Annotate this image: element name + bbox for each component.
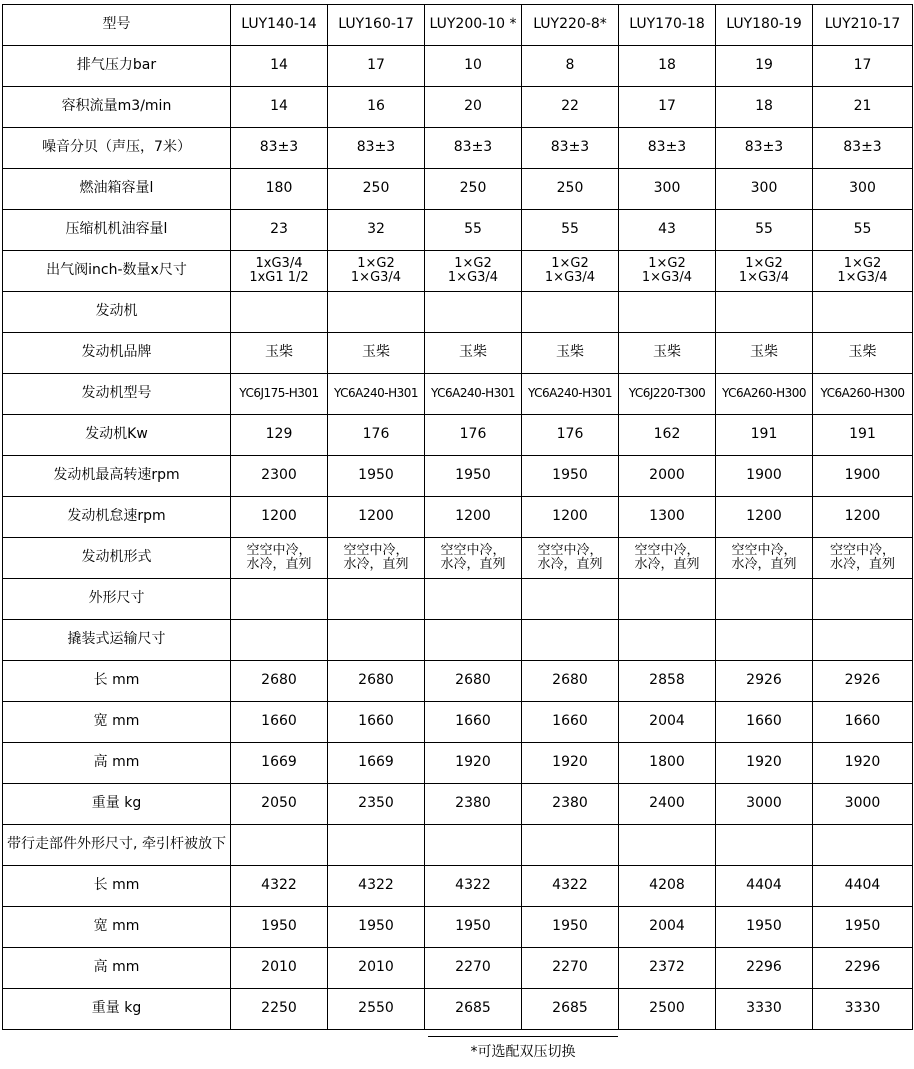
row-label: 发动机Kw bbox=[3, 415, 231, 456]
cell-value bbox=[328, 538, 425, 579]
cell-value: 1950 bbox=[425, 907, 522, 948]
cell-value bbox=[231, 620, 328, 661]
cell-value: 2350 bbox=[328, 784, 425, 825]
cell-value: 玉柴 bbox=[522, 333, 619, 374]
table-row bbox=[3, 456, 913, 497]
cell-value: 玉柴 bbox=[231, 333, 328, 374]
row-label: 发动机 bbox=[3, 292, 231, 333]
cell-value: YC6A240-H301 bbox=[328, 374, 425, 415]
cell-value: 55 bbox=[813, 210, 913, 251]
cell-line: 1xG1 1/2 bbox=[249, 270, 309, 285]
cell-value: 1200 bbox=[425, 497, 522, 538]
cell-value: 2300 bbox=[231, 456, 328, 497]
cell-value bbox=[813, 292, 913, 333]
cell-value bbox=[231, 825, 328, 866]
table-row bbox=[3, 497, 913, 538]
cell-value: 2000 bbox=[619, 456, 716, 497]
cell-value: 2926 bbox=[716, 661, 813, 702]
row-label: 重量 kg bbox=[3, 784, 231, 825]
cell-value bbox=[328, 579, 425, 620]
cell-value: YC6J220-T300 bbox=[619, 374, 716, 415]
cell-line: 1×G2 bbox=[843, 256, 882, 272]
cell-value: 1950 bbox=[231, 907, 328, 948]
cell-value: 1660 bbox=[231, 702, 328, 743]
header-row bbox=[3, 5, 913, 46]
table-row bbox=[3, 169, 913, 210]
cell-value: 18 bbox=[619, 46, 716, 87]
cell-value: 2050 bbox=[231, 784, 328, 825]
row-label: 高 mm bbox=[3, 743, 231, 784]
cell-value bbox=[619, 620, 716, 661]
model-name: LUY220-8* bbox=[522, 5, 619, 46]
table-row bbox=[3, 87, 913, 128]
cell-value bbox=[522, 251, 619, 292]
row-label: 出气阀inch-数量x尺寸 bbox=[3, 251, 231, 292]
row-label: 宽 mm bbox=[3, 702, 231, 743]
row-label: 容积流量m3/min bbox=[3, 87, 231, 128]
cell-value: 55 bbox=[425, 210, 522, 251]
row-label: 排气压力bar bbox=[3, 46, 231, 87]
cell-value bbox=[231, 251, 328, 292]
row-label: 压缩机机油容量l bbox=[3, 210, 231, 251]
cell-value: 1900 bbox=[716, 456, 813, 497]
cell-value: 22 bbox=[522, 87, 619, 128]
cell-value: 20 bbox=[425, 87, 522, 128]
cell-value: 1920 bbox=[425, 743, 522, 784]
cell-line: 水冷，直列 bbox=[634, 557, 700, 572]
cell-line: 空空中冷， bbox=[246, 543, 312, 559]
cell-value bbox=[328, 620, 425, 661]
cell-value: 2250 bbox=[231, 989, 328, 1030]
row-label: 燃油箱容量l bbox=[3, 169, 231, 210]
cell-value: 1950 bbox=[522, 907, 619, 948]
table-row bbox=[3, 579, 913, 620]
cell-value: 1200 bbox=[231, 497, 328, 538]
cell-value bbox=[425, 538, 522, 579]
model-name: LUY160-17 bbox=[328, 5, 425, 46]
cell-line: 1×G3/4 bbox=[544, 270, 596, 285]
cell-value: 300 bbox=[619, 169, 716, 210]
cell-line: 1×G3/4 bbox=[641, 270, 693, 285]
cell-value bbox=[619, 538, 716, 579]
row-label: 长 mm bbox=[3, 866, 231, 907]
cell-value: 2270 bbox=[522, 948, 619, 989]
cell-value: 2296 bbox=[813, 948, 913, 989]
row-label: 噪音分贝（声压，7米） bbox=[3, 128, 231, 169]
cell-value: 2680 bbox=[231, 661, 328, 702]
cell-value bbox=[231, 538, 328, 579]
cell-value bbox=[619, 825, 716, 866]
cell-value: 162 bbox=[619, 415, 716, 456]
table-row bbox=[3, 292, 913, 333]
cell-value: 4322 bbox=[231, 866, 328, 907]
cell-value: 83±3 bbox=[813, 128, 913, 169]
cell-value: 10 bbox=[425, 46, 522, 87]
cell-value: 129 bbox=[231, 415, 328, 456]
cell-line: 1×G2 bbox=[454, 256, 492, 272]
cell-value: 2680 bbox=[522, 661, 619, 702]
cell-value: 1800 bbox=[619, 743, 716, 784]
cell-value: 14 bbox=[231, 87, 328, 128]
row-label: 带行走部件外形尺寸, 牵引杆被放下 bbox=[3, 825, 231, 866]
cell-value: 83±3 bbox=[619, 128, 716, 169]
cell-value: 19 bbox=[716, 46, 813, 87]
cell-value bbox=[328, 251, 425, 292]
cell-value bbox=[231, 579, 328, 620]
cell-value bbox=[328, 292, 425, 333]
cell-value bbox=[813, 538, 913, 579]
cell-value: 4322 bbox=[328, 866, 425, 907]
cell-value: 3330 bbox=[813, 989, 913, 1030]
cell-value: 1669 bbox=[231, 743, 328, 784]
cell-value: 191 bbox=[716, 415, 813, 456]
cell-value: 1950 bbox=[328, 456, 425, 497]
cell-value bbox=[716, 579, 813, 620]
cell-value bbox=[716, 292, 813, 333]
header-label: 型号 bbox=[3, 5, 231, 46]
cell-value bbox=[619, 579, 716, 620]
cell-value: 16 bbox=[328, 87, 425, 128]
cell-line: 空空中冷， bbox=[731, 543, 797, 559]
row-label: 外形尺寸 bbox=[3, 579, 231, 620]
cell-value: 2270 bbox=[425, 948, 522, 989]
cell-value: 1200 bbox=[522, 497, 619, 538]
cell-value: 2858 bbox=[619, 661, 716, 702]
cell-value: 8 bbox=[522, 46, 619, 87]
cell-line: 1×G2 bbox=[648, 256, 686, 272]
row-label: 发动机型号 bbox=[3, 374, 231, 415]
cell-value: 2685 bbox=[425, 989, 522, 1030]
cell-value: 1920 bbox=[522, 743, 619, 784]
cell-value: 21 bbox=[813, 87, 913, 128]
table-row bbox=[3, 374, 913, 415]
cell-value: 2004 bbox=[619, 702, 716, 743]
cell-value: 2380 bbox=[425, 784, 522, 825]
cell-value bbox=[619, 292, 716, 333]
cell-value: 1660 bbox=[522, 702, 619, 743]
table-row bbox=[3, 989, 913, 1030]
table-row bbox=[3, 415, 913, 456]
cell-value: 1660 bbox=[716, 702, 813, 743]
cell-value: 1950 bbox=[425, 456, 522, 497]
cell-value: 83±3 bbox=[328, 128, 425, 169]
model-name: LUY170-18 bbox=[619, 5, 716, 46]
cell-line: 1×G3/4 bbox=[837, 270, 888, 285]
cell-value: 55 bbox=[522, 210, 619, 251]
cell-value: 4322 bbox=[425, 866, 522, 907]
cell-value: 55 bbox=[716, 210, 813, 251]
table-row bbox=[3, 128, 913, 169]
row-label: 发动机最高转速rpm bbox=[3, 456, 231, 497]
cell-value bbox=[425, 251, 522, 292]
cell-line: 水冷，直列 bbox=[731, 557, 797, 572]
cell-value: 1300 bbox=[619, 497, 716, 538]
cell-value: 1900 bbox=[813, 456, 913, 497]
row-label: 重量 kg bbox=[3, 989, 231, 1030]
row-label: 长 mm bbox=[3, 661, 231, 702]
cell-value: 3000 bbox=[813, 784, 913, 825]
cell-value: 2680 bbox=[328, 661, 425, 702]
cell-value: 250 bbox=[328, 169, 425, 210]
cell-line: 1×G2 bbox=[745, 256, 783, 272]
cell-line: 空空中冷， bbox=[634, 543, 700, 559]
cell-value: 1950 bbox=[522, 456, 619, 497]
cell-value bbox=[425, 620, 522, 661]
cell-value: 1200 bbox=[716, 497, 813, 538]
cell-value bbox=[522, 292, 619, 333]
cell-value: 4404 bbox=[813, 866, 913, 907]
row-label: 发动机怠速rpm bbox=[3, 497, 231, 538]
cell-value: 83±3 bbox=[716, 128, 813, 169]
cell-value: 2550 bbox=[328, 989, 425, 1030]
cell-line: 1xG3/4 bbox=[255, 256, 303, 272]
cell-value: 83±3 bbox=[231, 128, 328, 169]
cell-value: 250 bbox=[425, 169, 522, 210]
cell-value: 2296 bbox=[716, 948, 813, 989]
spec-table-body bbox=[3, 5, 913, 1030]
cell-value: 3000 bbox=[716, 784, 813, 825]
cell-value: 176 bbox=[522, 415, 619, 456]
table-row bbox=[3, 46, 913, 87]
cell-value bbox=[813, 825, 913, 866]
cell-value: 250 bbox=[522, 169, 619, 210]
cell-value: 2685 bbox=[522, 989, 619, 1030]
cell-line: 1×G3/4 bbox=[738, 270, 790, 285]
cell-value: 玉柴 bbox=[425, 333, 522, 374]
cell-value: 玉柴 bbox=[328, 333, 425, 374]
model-name: LUY200-10 * bbox=[425, 5, 522, 46]
cell-value: 300 bbox=[716, 169, 813, 210]
row-label: 撬装式运输尺寸 bbox=[3, 620, 231, 661]
model-name: LUY140-14 bbox=[231, 5, 328, 46]
cell-value: 2010 bbox=[328, 948, 425, 989]
cell-line: 空空中冷， bbox=[440, 543, 506, 559]
table-row bbox=[3, 702, 913, 743]
cell-value: 2680 bbox=[425, 661, 522, 702]
cell-line: 1×G2 bbox=[551, 256, 589, 272]
cell-value: 176 bbox=[425, 415, 522, 456]
cell-value: 3330 bbox=[716, 989, 813, 1030]
cell-value: 4404 bbox=[716, 866, 813, 907]
cell-value bbox=[716, 538, 813, 579]
cell-value bbox=[522, 620, 619, 661]
table-row bbox=[3, 825, 913, 866]
cell-value: YC6A260-H300 bbox=[716, 374, 813, 415]
cell-value: 17 bbox=[619, 87, 716, 128]
cell-value: 2400 bbox=[619, 784, 716, 825]
cell-value bbox=[813, 579, 913, 620]
cell-value: 1920 bbox=[716, 743, 813, 784]
cell-value: 2010 bbox=[231, 948, 328, 989]
cell-value: 1660 bbox=[425, 702, 522, 743]
cell-value: 2926 bbox=[813, 661, 913, 702]
cell-line: 水冷，直列 bbox=[246, 557, 312, 572]
cell-value: 2004 bbox=[619, 907, 716, 948]
cell-value: YC6A240-H301 bbox=[522, 374, 619, 415]
cell-line: 1×G3/4 bbox=[350, 270, 402, 285]
cell-value bbox=[716, 251, 813, 292]
cell-value: 18 bbox=[716, 87, 813, 128]
cell-line: 1×G3/4 bbox=[447, 270, 499, 285]
row-label: 宽 mm bbox=[3, 907, 231, 948]
cell-value: 1950 bbox=[813, 907, 913, 948]
cell-value bbox=[328, 825, 425, 866]
cell-value bbox=[619, 251, 716, 292]
table-row bbox=[3, 866, 913, 907]
cell-line: 空空中冷， bbox=[537, 543, 603, 559]
model-name: LUY210-17 bbox=[813, 5, 913, 46]
cell-value: 玉柴 bbox=[619, 333, 716, 374]
cell-value: 1950 bbox=[716, 907, 813, 948]
cell-value bbox=[231, 292, 328, 333]
cell-value: 17 bbox=[813, 46, 913, 87]
cell-value: YC6A240-H301 bbox=[425, 374, 522, 415]
cell-value: 1920 bbox=[813, 743, 913, 784]
table-row bbox=[3, 743, 913, 784]
cell-value bbox=[522, 579, 619, 620]
cell-value: 1660 bbox=[328, 702, 425, 743]
cell-value: 14 bbox=[231, 46, 328, 87]
cell-value: 1660 bbox=[813, 702, 913, 743]
cell-line: 水冷，直列 bbox=[829, 557, 895, 572]
cell-value: 4208 bbox=[619, 866, 716, 907]
cell-value: 176 bbox=[328, 415, 425, 456]
cell-line: 水冷，直列 bbox=[537, 557, 603, 572]
cell-value bbox=[522, 825, 619, 866]
cell-value bbox=[813, 251, 913, 292]
cell-value: 180 bbox=[231, 169, 328, 210]
cell-value bbox=[425, 292, 522, 333]
row-label: 发动机形式 bbox=[3, 538, 231, 579]
cell-value: 23 bbox=[231, 210, 328, 251]
row-label: 发动机品牌 bbox=[3, 333, 231, 374]
cell-value: 43 bbox=[619, 210, 716, 251]
cell-value: 83±3 bbox=[522, 128, 619, 169]
table-row bbox=[3, 538, 913, 579]
cell-value: YC6A260-H300 bbox=[813, 374, 913, 415]
cell-value: 17 bbox=[328, 46, 425, 87]
cell-value bbox=[522, 538, 619, 579]
cell-value: 2500 bbox=[619, 989, 716, 1030]
cell-line: 空空中冷， bbox=[343, 543, 409, 559]
cell-value bbox=[716, 825, 813, 866]
table-row bbox=[3, 661, 913, 702]
cell-value: 1200 bbox=[328, 497, 425, 538]
table-row bbox=[3, 907, 913, 948]
table-row bbox=[3, 948, 913, 989]
model-name: LUY180-19 bbox=[716, 5, 813, 46]
cell-value bbox=[425, 825, 522, 866]
cell-line: 空空中冷， bbox=[829, 543, 895, 559]
cell-value: 玉柴 bbox=[716, 333, 813, 374]
table-row bbox=[3, 620, 913, 661]
table-row bbox=[3, 210, 913, 251]
cell-value: 2372 bbox=[619, 948, 716, 989]
cell-line: 水冷，直列 bbox=[343, 557, 409, 572]
spec-table bbox=[2, 4, 913, 1030]
cell-value: 1950 bbox=[328, 907, 425, 948]
cell-value: 300 bbox=[813, 169, 913, 210]
cell-value: 4322 bbox=[522, 866, 619, 907]
cell-value: 32 bbox=[328, 210, 425, 251]
cell-value: 83±3 bbox=[425, 128, 522, 169]
cell-value: 1200 bbox=[813, 497, 913, 538]
cell-line: 1×G2 bbox=[357, 256, 395, 272]
row-label: 高 mm bbox=[3, 948, 231, 989]
cell-value: 玉柴 bbox=[813, 333, 913, 374]
table-row bbox=[3, 784, 913, 825]
cell-value: 191 bbox=[813, 415, 913, 456]
cell-value bbox=[716, 620, 813, 661]
cell-line: 水冷，直列 bbox=[440, 557, 506, 572]
footnote: *可选配双压切换 bbox=[428, 1036, 618, 1061]
cell-value: 1669 bbox=[328, 743, 425, 784]
cell-value: 2380 bbox=[522, 784, 619, 825]
table-row bbox=[3, 333, 913, 374]
table-row bbox=[3, 251, 913, 292]
cell-value: YC6J175-H301 bbox=[231, 374, 328, 415]
cell-value bbox=[425, 579, 522, 620]
cell-value bbox=[813, 620, 913, 661]
